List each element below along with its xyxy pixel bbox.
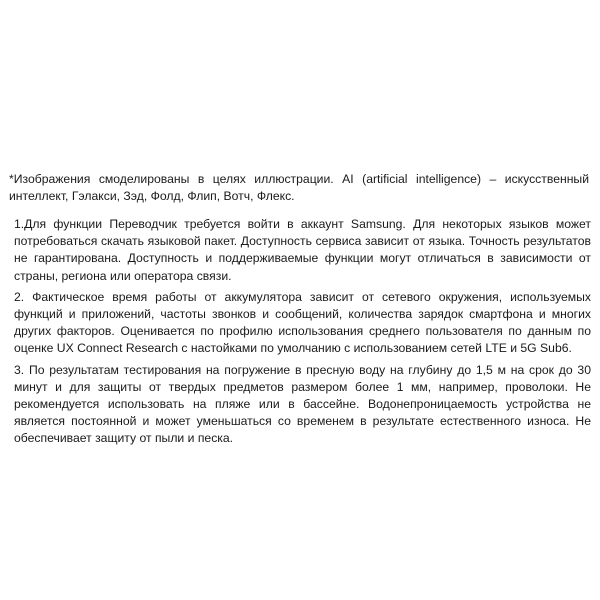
footnotes-list <box>14 216 591 452</box>
footnote-number: 3. <box>14 362 25 377</box>
footnote-text: Для функции Переводчик требуется войти в аккаунт Samsung. Для некоторых языков может потребоваться скачать языковой пакет. Доступность сервиса зависит от языка. Точность результатов не гарантирована. Доступность и поддерживаемые функции могут отличаться в зависимости от страны, региона или оператора связи. <box>14 217 591 283</box>
intro-disclaimer: *Изображения смоделированы в целях иллюстрации. AI (artificial intelligence) – искусственный интеллект, Гэлакси, Зэд, Фолд, Флип, Вотч, Флекс. <box>9 172 589 204</box>
footnote-text: По результатам тестирования на погружение в пресную воду на глубину до 1,5 м на срок до 30 минут и для защиты от твердых предметов размером более 1 мм, например, проволоки. Не рекомендуется использовать на пляже или в бассейне. Водонепроницаемость устройства не является постоянной и может уменьшаться со временем в результате естественного износа. Не обеспечивает защиту от пыли и песка. <box>14 362 591 446</box>
footnote-2 <box>14 289 591 358</box>
footnote-1 <box>14 216 591 285</box>
footnote-text: Фактическое время работы от аккумулятора зависит от сетевого окружения, используемых функций и приложений, частоты звонков и сообщений, количества зарядок смартфона и многих других факторов. Оценивается по профилю использования среднего пользователя по данным по оценке UX Connect Research с настойками по умолчанию с использованием сетей LTE и 5G Sub6. <box>14 289 591 356</box>
footnote-number: 1. <box>14 217 25 231</box>
footnote-number: 2. <box>14 289 25 304</box>
footnote-3 <box>14 362 591 448</box>
